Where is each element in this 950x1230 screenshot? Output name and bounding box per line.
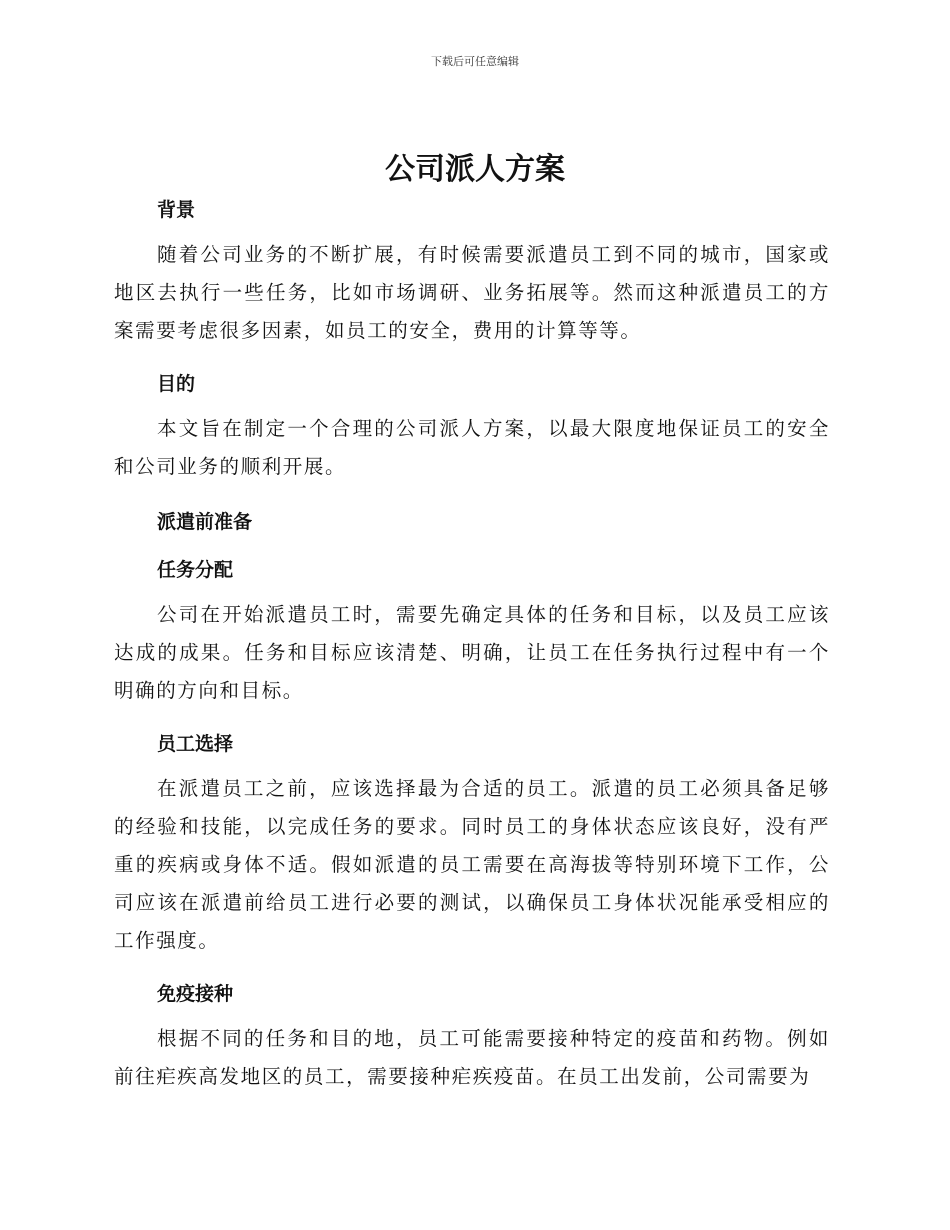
document-title: 公司派人方案 [385,152,565,187]
section-heading-vaccination: 免疫接种 [157,983,234,1005]
section-text-background: 随着公司业务的不断扩展，有时候需要派遣员工到不同的城市，国家或地区去执行一些任务，比如市场调研、业务拓展等。然而这种派遣员工的方案需要考虑很多因素，如员工的安全，费用的计算等等。 [114,243,830,342]
section-heading-background: 背景 [157,199,196,221]
section-heading-preparation: 派遣前准备 [157,511,253,533]
section-text-vaccination: 根据不同的任务和目的地，员工可能需要接种特定的疫苗和药物。例如前往疟疾高发地区的员工，需要接种疟疾疫苗。在员工出发前，公司需要为 [114,1027,830,1088]
section-heading-purpose: 目的 [157,373,196,395]
section-text-task-assignment: 公司在开始派遣员工时，需要先确定具体的任务和目标，以及员工应该达成的成果。任务和目标应该清楚、明确，让员工在任务执行过程中有一个明确的方向和目标。 [114,603,830,702]
section-text-staff-selection: 在派遣员工之前，应该选择最为合适的员工。派遣的员工必须具备足够的经验和技能，以完成任务的要求。同时员工的身体状态应该良好，没有严重的疾病或身体不适。假如派遣的员工需要在高海拔等特别环境下工作，公司应该在派遣前给员工进行必要的测试，以确保员工身体状况能承受相应的工作强度。 [114,777,830,952]
document-body [114,196,830,1096]
section-heading-staff-selection: 员工选择 [157,733,234,755]
header-note: 下载后可任意编辑 [431,55,519,68]
section-text-purpose: 本文旨在制定一个合理的公司派人方案，以最大限度地保证员工的安全和公司业务的顺利开展。 [114,417,830,478]
section-heading-task-assignment: 任务分配 [157,559,234,581]
